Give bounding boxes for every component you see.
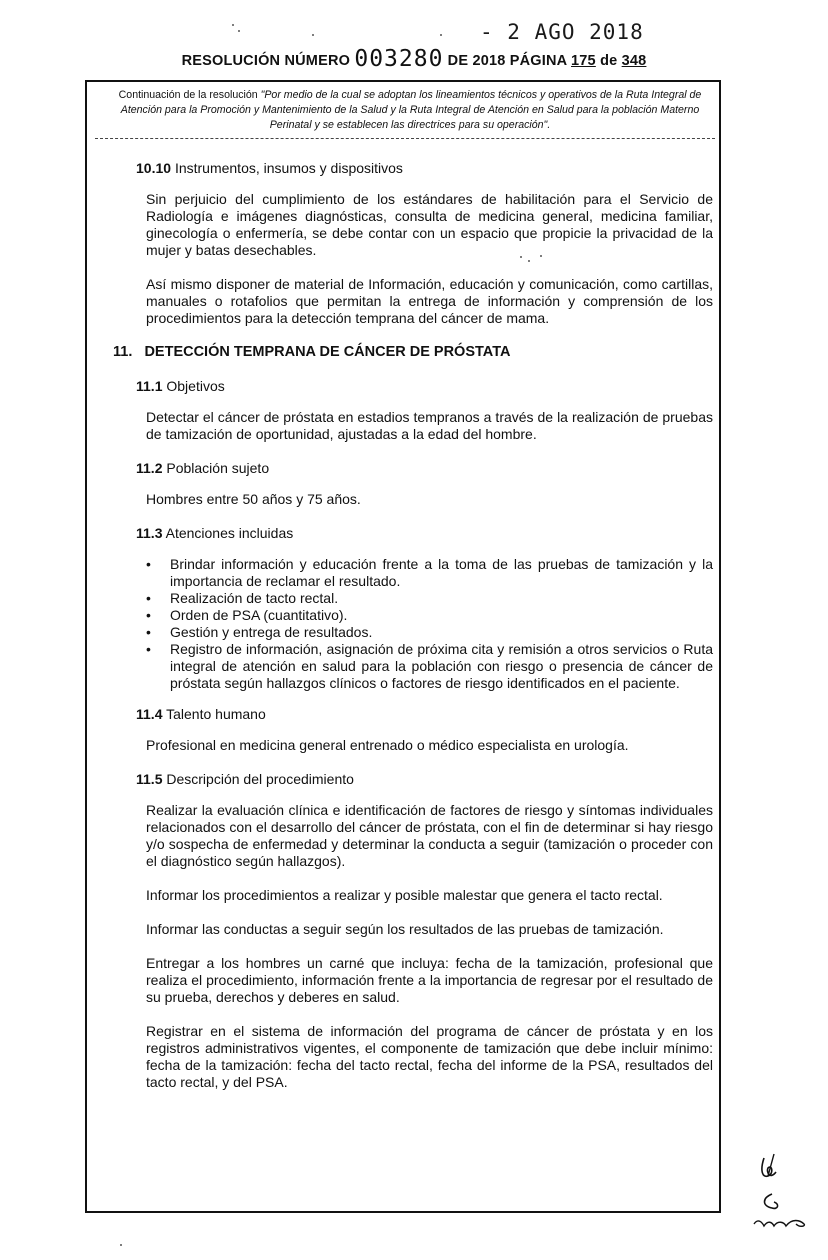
subsection-heading-11-4: 11.4 Talento humano <box>136 706 266 722</box>
header-of: de <box>600 53 618 69</box>
scan-speck <box>238 30 240 32</box>
paragraph: Informar las conductas a seguir según los resultados de las pruebas de tamización. <box>146 921 664 937</box>
list-item: • Orden de PSA (cuantitativo). <box>146 607 713 624</box>
document-body <box>113 160 713 1108</box>
page-number: 175 <box>571 53 596 69</box>
page-header <box>0 45 828 71</box>
scan-speck <box>440 34 442 36</box>
paragraph: Hombres entre 50 años y 75 años. <box>146 491 361 507</box>
scan-speck <box>540 255 542 257</box>
paragraph: Realizar la evaluación clínica e identificación de factores de riesgo y síntomas individuales relacionados con el desarrollo del cáncer de próstata, con el fin de determinar si hay riesgo y/o sospecha de enfermedad y determinar la conducta a seguir (tamización o proceder con el diagnóstico según hallazgos). <box>146 802 713 869</box>
section-heading-11: 11. DETECCIÓN TEMPRANA DE CÁNCER DE PRÓSTATA <box>113 344 511 360</box>
paragraph: Profesional en medicina general entrenado o médico especialista en urología. <box>146 737 629 753</box>
list-item: • Gestión y entrega de resultados. <box>146 624 713 641</box>
scan-speck <box>528 260 530 262</box>
continuation-lead: Continuación de la resolución <box>118 89 258 101</box>
paragraph: Registrar en el sistema de información del programa de cáncer de próstata y en los registros administrativos vigentes, el componente de tamización que debe incluir mínimo: fecha de la tamización: fecha del tacto rectal, fecha del informe de la PSA, resultados del tacto rectal, y del PSA. <box>146 1023 713 1090</box>
subsection-heading-11-2: 11.2 Población sujeto <box>136 460 270 476</box>
scan-speck <box>312 34 314 36</box>
paragraph: Entregar a los hombres un carné que incluya: fecha de la tamización, profesional que realiza el procedimiento, información frente a la importancia de regresar por el resultado de su prueba, derechos y deberes en salud. <box>146 955 713 1005</box>
date-stamp: - 2 AGO 2018 <box>480 20 644 44</box>
handwritten-initials-mark <box>750 1150 810 1240</box>
subsection-heading-11-1: 11.1 Objetivos <box>136 378 225 394</box>
subsection-heading-11-5: 11.5 Descripción del procedimiento <box>136 771 354 787</box>
paragraph: Detectar el cáncer de próstata en estadios tempranos a través de la realización de pruebas de tamización de oportunidad, ajustadas a la edad del hombre. <box>146 409 713 442</box>
header-mid: DE 2018 PÁGINA <box>447 53 567 69</box>
paragraph: Así mismo disponer de material de Información, educación y comunicación, como cartillas, manuales o rotafolios que permitan la entrega de información y comprensión de los procedimientos para la detección temprana del cáncer de mama. <box>146 276 713 326</box>
attentions-list <box>146 556 713 692</box>
scan-speck <box>232 24 234 26</box>
scan-speck <box>120 1244 122 1246</box>
page-total: 348 <box>621 53 647 69</box>
list-item: • Registro de información, asignación de próxima cita y remisión a otros servicios o Ruta integral de atención en salud para la población con riesgo o presencia de cáncer de próstata según hallazgos clínicos o factores de riesgo identificados en el paciente. <box>146 641 713 692</box>
subsection-heading-11-3: 11.3 Atenciones incluidas <box>136 525 294 541</box>
continuation-note <box>100 88 720 133</box>
dashed-divider <box>95 138 715 139</box>
paragraph: Sin perjuicio del cumplimiento de los estándares de habilitación para el Servicio de Radiología e imágenes diagnósticas, consulta de medicina general, medicina familiar, ginecología o enfermería, se debe contar con un espacio que propicie la privacidad de la mujer y batas desechables. <box>146 191 713 258</box>
list-item: • Realización de tacto rectal. <box>146 590 713 607</box>
scan-speck <box>520 256 522 258</box>
list-item: • Brindar información y educación frente a la toma de las pruebas de tamización y la importancia de reclamar el resultado. <box>146 556 713 590</box>
paragraph: Informar los procedimientos a realizar y posible malestar que genera el tacto rectal. <box>146 887 663 903</box>
subsection-heading-10-10: 10.10 Instrumentos, insumos y dispositivos <box>136 160 403 176</box>
continuation-quote: "Por medio de la cual se adoptan los lineamientos técnicos y operativos de la Ruta Integral de Atención para la Promoción y Mantenimiento de la Salud y la Ruta Integral de Atención en Salud para la población Materno Perinatal y se establecen las directrices para su operación". <box>120 89 702 131</box>
header-prefix: RESOLUCIÓN NÚMERO <box>181 53 351 69</box>
resolution-number: 003280 <box>354 46 444 72</box>
